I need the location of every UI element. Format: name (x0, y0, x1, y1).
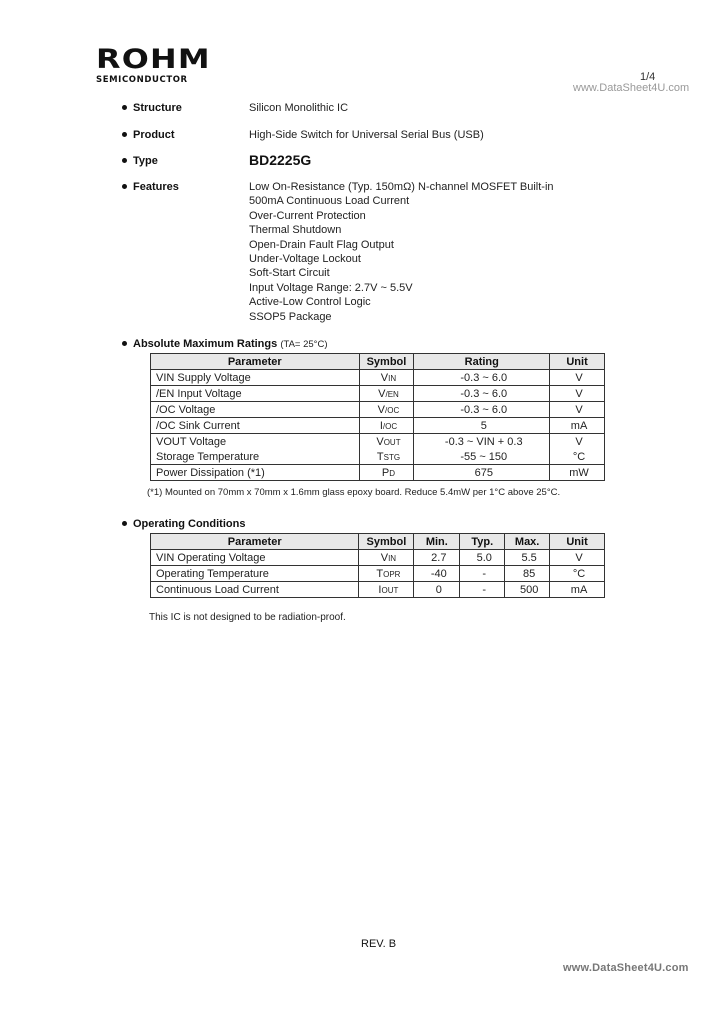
rohm-logo (96, 44, 211, 85)
feature-item: Under-Voltage Lockout (249, 253, 361, 266)
cell-parameter: VOUT Voltage (151, 434, 360, 450)
page-number: 1/4 (640, 71, 656, 83)
cell-typ: 5.0 (460, 550, 505, 566)
feature-item: Open-Drain Fault Flag Output (249, 238, 394, 251)
cell-rating: -0.3 ~ 6.0 (414, 370, 550, 386)
table-row (151, 418, 605, 434)
feature-item: Thermal Shutdown (249, 224, 342, 237)
cell-parameter: Power Dissipation (*1) (151, 465, 360, 481)
cell-parameter: VIN Supply Voltage (151, 370, 360, 386)
abs-max-footnote: (*1) Mounted on 70mm x 70mm x 1.6mm glass epoxy board. Reduce 5.4mW per 1°C above 25°C. (147, 487, 561, 498)
feature-item: Input Voltage Range: 2.7V ~ 5.5V (249, 281, 413, 294)
label-features: Features (122, 181, 179, 193)
cell-symbol: I/OC (359, 418, 414, 434)
cell-symbol: V/OC (359, 402, 414, 418)
bullet-icon (122, 341, 127, 346)
label-type: Type (122, 155, 158, 167)
label-structure: Structure (122, 102, 182, 114)
cell-max: 500 (505, 582, 550, 598)
cell-parameter: Storage Temperature (151, 449, 360, 465)
cell-symbol: TSTG (359, 449, 414, 465)
cell-rating: -0.3 ~ VIN + 0.3 (414, 434, 550, 450)
abs-max-title: Absolute Maximum Ratings (TA= 25°C) (122, 338, 328, 350)
header-max: Max. (505, 534, 550, 550)
value-structure: Silicon Monolithic IC (249, 102, 349, 114)
table-row (151, 566, 605, 582)
table-row (151, 449, 605, 465)
table-row (151, 386, 605, 402)
header-parameter: Parameter (151, 534, 359, 550)
cell-parameter: /OC Voltage (151, 402, 360, 418)
header-unit: Unit (550, 534, 605, 550)
cell-min: -40 (414, 566, 460, 582)
header-symbol: Symbol (359, 534, 414, 550)
header-min: Min. (414, 534, 460, 550)
abs-max-table (150, 353, 605, 481)
cell-unit: V (550, 434, 605, 450)
bullet-icon (122, 184, 127, 189)
cell-unit: V (550, 550, 605, 566)
header-rating: Rating (414, 354, 550, 370)
cell-max: 5.5 (505, 550, 550, 566)
watermark-link-bottom[interactable]: www.DataSheet4U.com (563, 962, 689, 974)
cell-max: 85 (505, 566, 550, 582)
cell-rating: -55 ~ 150 (414, 449, 550, 465)
cell-unit: V (550, 402, 605, 418)
cell-min: 0 (414, 582, 460, 598)
value-product: High-Side Switch for Universal Serial Bus (USB) (249, 129, 484, 141)
cell-parameter: VIN Operating Voltage (151, 550, 359, 566)
features-list (249, 180, 554, 324)
header-parameter: Parameter (151, 354, 360, 370)
cell-symbol: VIN (359, 370, 414, 386)
cell-unit: V (550, 370, 605, 386)
bullet-icon (122, 158, 127, 163)
cell-unit: mW (550, 465, 605, 481)
feature-item: Active-Low Control Logic (249, 296, 371, 309)
cell-typ: - (460, 582, 505, 598)
cell-unit: mA (550, 582, 605, 598)
cell-rating: 675 (414, 465, 550, 481)
logo-wordmark: ROHM (96, 44, 211, 75)
logo-subtitle: SEMICONDUCTOR (96, 75, 188, 85)
cell-symbol: VIN (359, 550, 414, 566)
bullet-icon (122, 521, 127, 526)
table-header-row (151, 354, 605, 370)
cell-unit: °C (550, 566, 605, 582)
feature-item: 500mA Continuous Load Current (249, 195, 410, 208)
table-row (151, 434, 605, 450)
feature-item: Over-Current Protection (249, 209, 366, 222)
revision-label: REV. B (361, 938, 397, 950)
cell-rating: -0.3 ~ 6.0 (414, 402, 550, 418)
header-typ: Typ. (460, 534, 505, 550)
feature-item: SSOP5 Package (249, 310, 332, 323)
watermark-link-top[interactable]: www.DataSheet4U.com (573, 82, 690, 94)
cell-symbol: V/EN (359, 386, 414, 402)
cell-rating: -0.3 ~ 6.0 (414, 386, 550, 402)
cell-unit: V (550, 386, 605, 402)
cell-unit: mA (550, 418, 605, 434)
bullet-icon (122, 132, 127, 137)
label-product: Product (122, 129, 175, 141)
cell-unit: °C (550, 449, 605, 465)
feature-item: Low On-Resistance (Typ. 150mΩ) N-channel MOSFET Built-in (249, 181, 554, 193)
op-cond-title: Operating Conditions (122, 518, 245, 530)
table-row (151, 465, 605, 481)
table-header-row (151, 534, 605, 550)
header-unit: Unit (550, 354, 605, 370)
cell-rating: 5 (414, 418, 550, 434)
abs-max-condition: (TA= 25°C) (280, 339, 328, 350)
cell-parameter: /EN Input Voltage (151, 386, 360, 402)
cell-min: 2.7 (414, 550, 460, 566)
radiation-note: This IC is not designed to be radiation-proof. (149, 612, 346, 623)
bullet-icon (122, 105, 127, 110)
feature-item: Soft-Start Circuit (249, 267, 330, 280)
table-row (151, 402, 605, 418)
table-row (151, 370, 605, 386)
header-symbol: Symbol (359, 354, 414, 370)
cell-symbol: VOUT (359, 434, 414, 450)
cell-symbol: TOPR (359, 566, 414, 582)
table-row (151, 582, 605, 598)
value-type: BD2225G (249, 152, 312, 168)
cell-typ: - (460, 566, 505, 582)
op-cond-table (150, 533, 605, 598)
cell-symbol: IOUT (359, 582, 414, 598)
cell-parameter: /OC Sink Current (151, 418, 360, 434)
cell-symbol: PD (359, 465, 414, 481)
table-row (151, 550, 605, 566)
cell-parameter: Continuous Load Current (151, 582, 359, 598)
cell-parameter: Operating Temperature (151, 566, 359, 582)
